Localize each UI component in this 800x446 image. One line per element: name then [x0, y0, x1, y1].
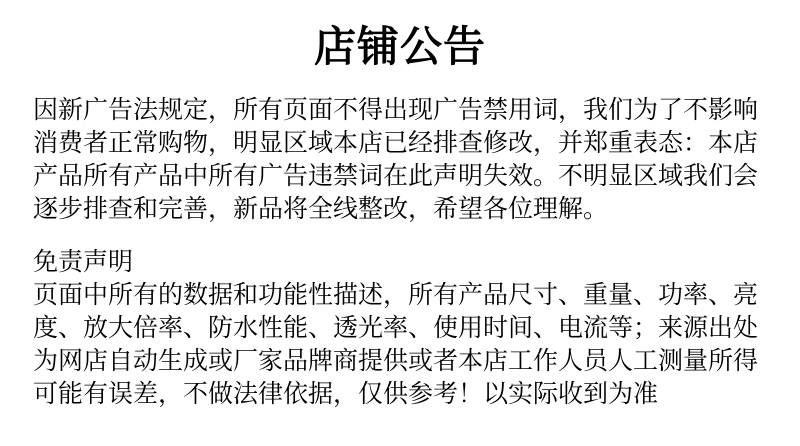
- disclaimer-line: 页面中所有的数据和功能性描述，所有产品尺寸、重量、功率、亮: [33, 281, 759, 309]
- notice-paragraph: [33, 94, 772, 226]
- notice-line: 产品所有产品中所有广告违禁词在此声明失效。不明显区域我们会: [33, 162, 759, 190]
- disclaimer-section: [33, 246, 772, 411]
- page-title: 店铺公告: [313, 23, 486, 70]
- notice-line: 因新广告法规定，所有页面不得出现广告禁用词，我们为了不影响: [33, 96, 759, 124]
- notice-line: 消费者正常购物，明显区域本店已经排查修改，并郑重表态：本店: [33, 129, 759, 157]
- disclaimer-line: 可能有误差，不做法律依据，仅供参考！以实际收到为准: [33, 380, 659, 408]
- disclaimer-heading: 免责声明: [33, 248, 134, 276]
- notice-line: 逐步排查和完善，新品将全线整改，希望各位理解。: [33, 195, 609, 223]
- disclaimer-line: 度、放大倍率、防水性能、透光率、使用时间、电流等；来源出处: [33, 314, 759, 342]
- disclaimer-line: 为网店自动生成或厂家品牌商提供或者本店工作人员人工测量所得: [33, 347, 759, 375]
